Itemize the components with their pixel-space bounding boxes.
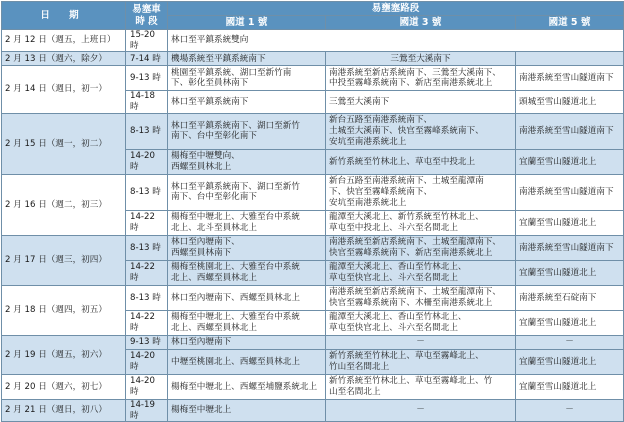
cell-line: 新竹系統至竹林北上、草屯至霧峰北上、竹 — [329, 376, 493, 387]
hw5-route-cell — [516, 235, 624, 260]
date-cell: 2 月 14 日（週日，初一） — [2, 66, 126, 113]
time-cell: 14-22 時 — [126, 310, 168, 335]
cell-line: 新竹系統至竹林北上、草屯至霧峰北上、 — [329, 351, 484, 362]
cell-line: 南港系統至新店系統南下、土城至龍潭南下、 — [329, 287, 501, 298]
hw1-route-cell — [168, 113, 326, 149]
cell-line: 安坑至南港系統北上 — [329, 197, 407, 208]
hw5-route-cell — [516, 66, 624, 91]
date-cell: 2 月 19 日（週五，初六） — [2, 335, 126, 374]
cell-line: 南港系統至新店系統南下、土城至龍潭南下、 — [329, 237, 501, 248]
date-header: 日 期 — [2, 2, 126, 30]
cell-line: 南港系統至雪山隧道南下 — [519, 126, 614, 137]
cell-line: － — [416, 337, 425, 348]
cell-line: 林口至內壢南下、 — [171, 237, 240, 248]
date-cell: 2 月 16 日（週二，初三） — [2, 174, 126, 235]
time-cell: 8-13 時 — [126, 113, 168, 149]
time-cell: 9-13 時 — [126, 66, 168, 91]
hw3-route-cell — [326, 235, 516, 260]
cell-line: 新竹系統至竹林北上、草屯至中投北上 — [329, 156, 476, 167]
time-cell: 14-22 時 — [126, 260, 168, 285]
hw1-route-cell — [168, 374, 326, 399]
date-cell: 2 月 12 日（週五，上班日） — [2, 30, 126, 52]
time-cell: 8-13 時 — [126, 285, 168, 310]
cell-line: 土城至大溪南下、快官至霧峰系統南下、 — [329, 126, 484, 137]
cell-line: 南港系統至雪山隧道南下 — [519, 242, 614, 253]
cell-line: 快官至霧峰系統南下、新店至南港系統北上 — [329, 247, 493, 258]
date-cell: 2 月 13 日（週六，除夕） — [2, 52, 126, 66]
cell-line: 北上、北斗至員林北上 — [171, 222, 257, 233]
hw3-route-cell — [326, 91, 516, 113]
cell-line: 南下、台中至彰化南下 — [171, 131, 257, 142]
hw1-route-cell — [168, 310, 326, 335]
cell-line: 楊梅至中壢北上、大雅至台中系統 — [171, 212, 300, 223]
time-cell: 7-14 時 — [126, 52, 168, 66]
hw1-route-cell — [168, 210, 326, 235]
cell-line: 北上、西螺至員林北上 — [171, 322, 257, 333]
cell-line: 龍潭至大溪北上、香山至竹林北上、 — [329, 262, 467, 273]
hw1-route-cell — [168, 260, 326, 285]
cell-line: 草屯至中投北上、斗六至名間北上 — [329, 222, 458, 233]
cell-line: 宜蘭至雪山隧道北上 — [519, 217, 597, 228]
hw5-route-cell — [516, 113, 624, 149]
date-cell: 2 月 21 日（週日，初八） — [2, 399, 126, 421]
cell-line: 北上、西螺至員林北上 — [171, 272, 257, 283]
hw3-route-cell — [326, 113, 516, 149]
cell-line: 西螺至員林北上 — [171, 161, 232, 172]
hw3-route-cell — [326, 210, 516, 235]
hw3-route-cell — [326, 399, 516, 421]
cell-line: 桃園至平鎮系統、湖口至新竹南 — [171, 67, 292, 78]
time-cell: 14-20 時 — [126, 374, 168, 399]
date-cell: 2 月 18 日（週四，初五） — [2, 285, 126, 335]
table-row — [2, 30, 624, 52]
hw3-route-cell — [326, 285, 516, 310]
hw5-route-cell — [516, 399, 624, 421]
cell-line: － — [565, 405, 574, 416]
cell-line: 南港系統至新店系統南下、三鶯至大溪南下、 — [329, 67, 501, 78]
hw5-route-cell — [516, 285, 624, 310]
hw5-route-cell — [516, 91, 624, 113]
cell-line: 中投至霧峰系統南下、新店至南港系統北上 — [329, 78, 493, 89]
hw5-route-cell — [516, 335, 624, 349]
hw1-route-cell — [168, 174, 326, 210]
cell-line: 楊梅至中壢北上、大雅至台中系統 — [171, 312, 300, 323]
cell-line: 林口至平鎮系統雙向 — [171, 35, 249, 46]
table-row — [2, 335, 624, 349]
cell-line: 楊梅至中壢北上 — [171, 405, 232, 416]
table-row — [2, 113, 624, 149]
cell-line: 竹山至名間北上 — [329, 361, 390, 372]
hw5-route-cell — [516, 349, 624, 374]
cell-line: 龍潭至大溪北上、新竹系統至竹林北上、 — [329, 212, 484, 223]
cell-line: 龍潭至大溪北上、香山至竹林北上、 — [329, 312, 467, 323]
cell-line: 林口至平鎮系統南下、湖口至新竹 — [171, 181, 300, 192]
table-row — [2, 52, 624, 66]
date-cell: 2 月 20 日（週六，初七） — [2, 374, 126, 399]
time-cell: 14-20 時 — [126, 149, 168, 174]
hw1-route-cell — [168, 91, 326, 113]
cell-line: 頭城至雪山隧道北上 — [519, 96, 597, 107]
table-row — [2, 374, 624, 399]
cell-line: 安坑至南港系統北上 — [329, 136, 407, 147]
cell-line: 林口至內壢南下、西螺至員林北上 — [171, 292, 300, 303]
time-cell: 14-19 時 — [126, 399, 168, 421]
cell-line: － — [416, 405, 425, 416]
hw3-header: 國道 3 號 — [326, 16, 516, 30]
hw1-route-cell — [168, 335, 326, 349]
hw1-route-cell — [168, 52, 326, 66]
time-cell: 15-20 時 — [126, 30, 168, 52]
hw5-header: 國道 5 號 — [516, 16, 624, 30]
hw3-route-cell — [326, 349, 516, 374]
cell-line: 楊梅至桃園北上、大雅至台中系統 — [171, 262, 300, 273]
time-cell: 9-13 時 — [126, 335, 168, 349]
cell-line: 南港系統至雪山隧道南下 — [519, 187, 614, 198]
hw3-route-cell — [326, 310, 516, 335]
cell-line: 林口至平鎮系統南下 — [171, 96, 249, 107]
time-cell: 8-13 時 — [126, 235, 168, 260]
cell-line: 三鶯至大溪南下 — [329, 96, 390, 107]
cell-line: 宜蘭至雪山隧道北上 — [519, 267, 597, 278]
hw5-route-cell — [516, 374, 624, 399]
hw1-route-cell — [168, 66, 326, 91]
hw3-route-cell — [326, 174, 516, 210]
cell-line: 宜蘭至雪山隧道北上 — [519, 356, 597, 367]
cell-line: － — [565, 337, 574, 348]
time-cell: 14-18 時 — [126, 91, 168, 113]
time-cell: 14-20 時 — [126, 349, 168, 374]
cell-line: 楊梅至中壢北上、西螺至埔鹽系統北上 — [171, 381, 318, 392]
cell-line: 南港系統至雪山隧道南下 — [519, 73, 614, 84]
cell-line: 南港系統至石碇南下 — [519, 292, 597, 303]
hw1-route-cell — [168, 235, 326, 260]
cell-line: 宜蘭至雪山隧道北上 — [519, 156, 597, 167]
hw5-route-cell — [516, 174, 624, 210]
cell-line: 草屯至快官北上、斗六至名間北上 — [329, 322, 458, 333]
table-row — [2, 235, 624, 260]
cell-line: 宜蘭至雪山隧道北上 — [519, 381, 597, 392]
time-cell: 8-13 時 — [126, 174, 168, 210]
hw5-route-cell — [516, 210, 624, 235]
hw3-route-cell — [326, 149, 516, 174]
hw1-route-cell — [168, 399, 326, 421]
cell-line: 西螺至員林南下 — [171, 247, 232, 258]
date-cell: 2 月 17 日（週三，初四） — [2, 235, 126, 285]
hw5-route-cell — [516, 260, 624, 285]
cell-line: 新台五路至南港系統南下、 — [329, 115, 433, 126]
hw3-route-cell — [326, 374, 516, 399]
cell-line: 林口至內壢南下 — [171, 337, 232, 348]
hw3-route-cell — [326, 260, 516, 285]
cell-line: 山至名間北上 — [329, 386, 381, 397]
cell-line: 三鶯至大溪南下 — [390, 53, 451, 64]
hw1-route-cell — [168, 285, 326, 310]
cell-line: 林口至平鎮系統南下、湖口至新竹 — [171, 120, 300, 131]
cell-line: 下、快官至霧峰系統南下、 — [329, 187, 433, 198]
table-body — [2, 30, 624, 422]
hw5-route-cell — [516, 149, 624, 174]
table-row — [2, 399, 624, 421]
span-route-cell — [168, 30, 624, 52]
cell-line: 楊梅至中壢雙向、 — [171, 151, 240, 162]
hw3-route-cell — [326, 66, 516, 91]
cell-line: 快官至霧峰系統南下、木柵至南港系統北上 — [329, 297, 493, 308]
table-row — [2, 285, 624, 310]
hw1-header: 國道 1 號 — [168, 16, 326, 30]
hw3-route-cell — [326, 52, 516, 66]
hw5-route-cell — [516, 310, 624, 335]
hw1-route-cell — [168, 149, 326, 174]
cell-line: 新台五路至南港系統南下、土城至龍潭南 — [329, 176, 484, 187]
cell-line: 機場系統至平鎮系統南下 — [171, 53, 266, 64]
hw1-route-cell — [168, 349, 326, 374]
congestion-table — [1, 1, 624, 422]
cell-line: 宜蘭至雪山隧道北上 — [519, 317, 597, 328]
date-cell: 2 月 15 日（週一，初二） — [2, 113, 126, 174]
table-row — [2, 174, 624, 210]
sections-header: 易壅塞路段 — [168, 2, 624, 16]
cell-line: 草屯至快官北上、斗六至名間北上 — [329, 272, 458, 283]
cell-line: 南下、台中至彰化南下 — [171, 192, 257, 203]
table-row — [2, 66, 624, 91]
hw5-route-cell — [516, 52, 624, 66]
time-header: 易塞車時 段 — [126, 2, 168, 30]
hw3-route-cell — [326, 335, 516, 349]
time-cell: 14-22 時 — [126, 210, 168, 235]
cell-line: 中壢至桃園北上、西螺至員林北上 — [171, 356, 300, 367]
cell-line: 下、彰化至員林南下 — [171, 78, 249, 89]
